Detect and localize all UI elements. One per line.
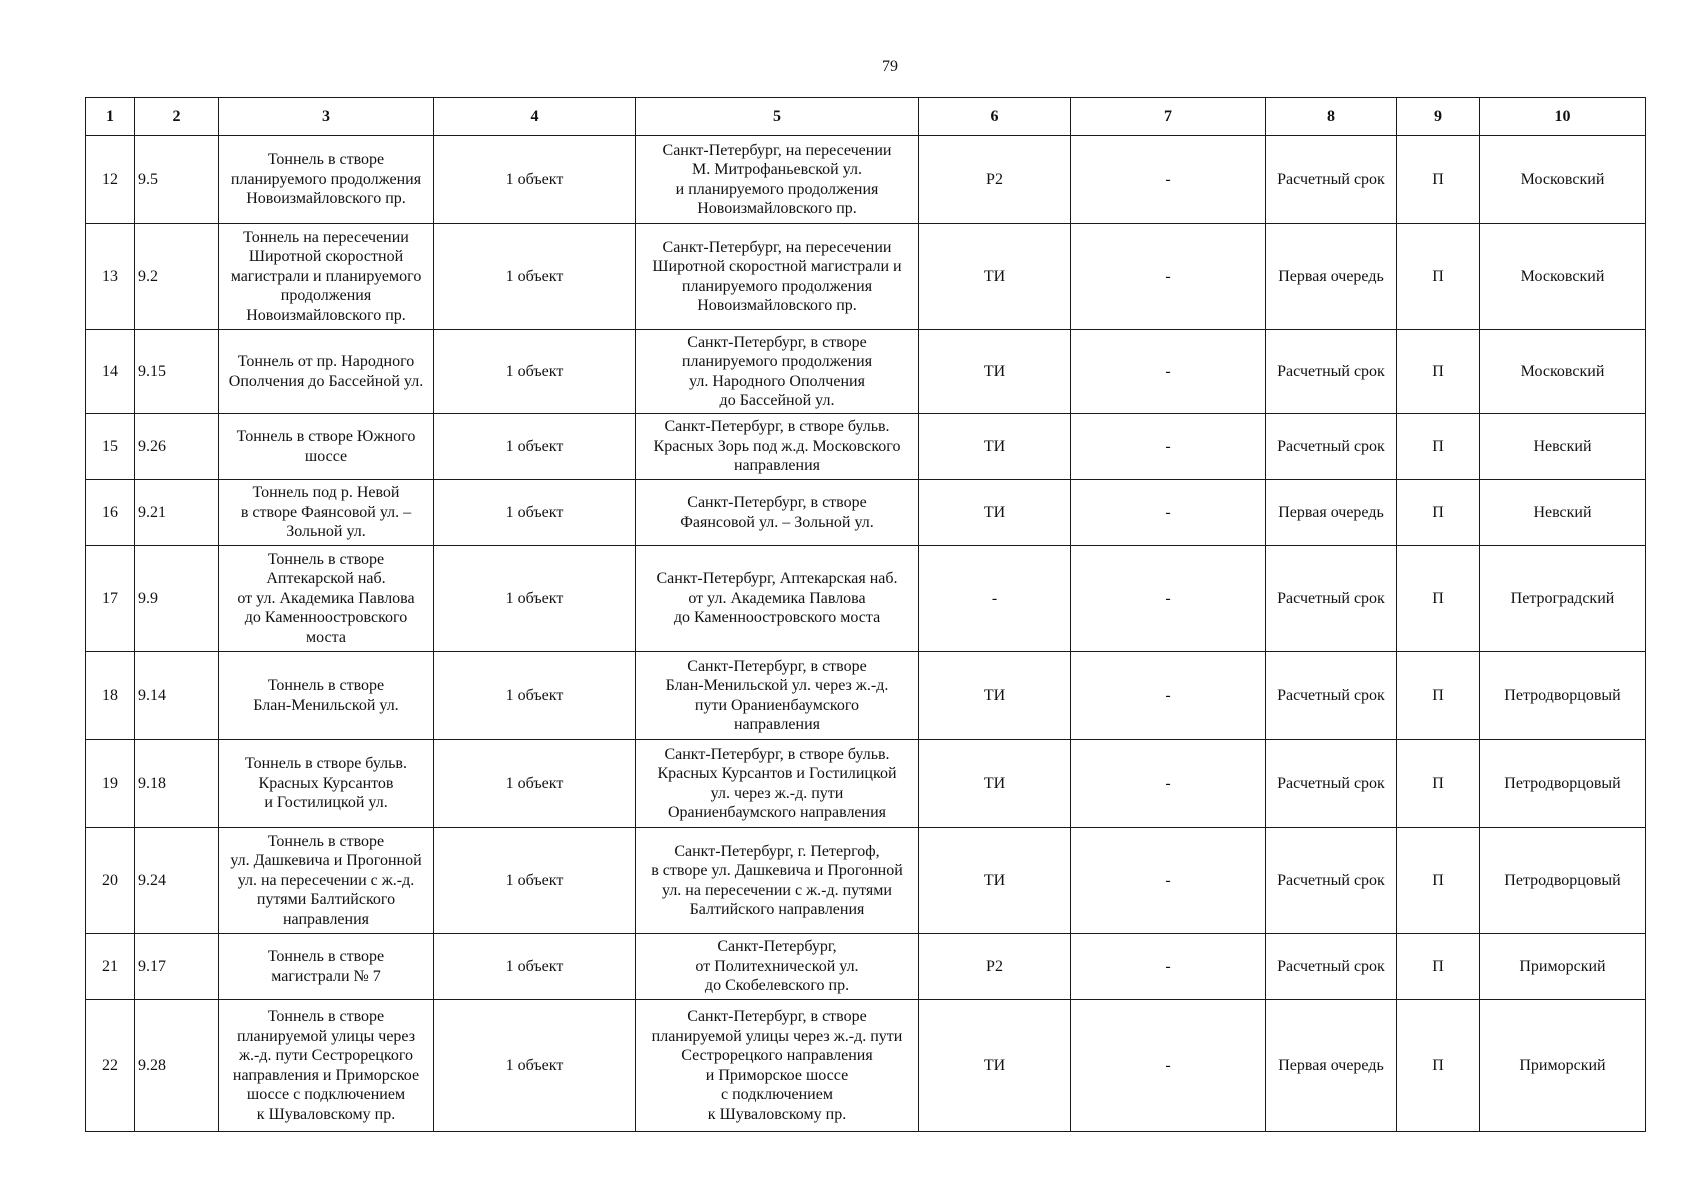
quantity-cell: 1 объект — [434, 330, 636, 414]
column-9-cell: П — [1397, 740, 1480, 828]
item-code-cell: 9.14 — [135, 652, 219, 740]
column-6-cell: ТИ — [919, 480, 1071, 546]
district-cell: Петродворцовый — [1480, 740, 1646, 828]
item-code-cell: 9.24 — [135, 828, 219, 934]
column-7-cell: - — [1071, 330, 1266, 414]
row-number-cell: 12 — [86, 136, 135, 224]
table-row — [86, 224, 1646, 330]
quantity-cell: 1 объект — [434, 934, 636, 1000]
district-cell: Приморский — [1480, 934, 1646, 1000]
location-cell: Санкт-Петербург, в створе бульв. Красных Курсантов и Гостилицкой ул. через ж.-д. пути Ораниенбаумского направления — [636, 740, 919, 828]
implementation-term-cell: Первая очередь — [1266, 480, 1397, 546]
item-code-cell: 9.9 — [135, 546, 219, 652]
table-row — [86, 740, 1646, 828]
implementation-term-cell: Расчетный срок — [1266, 740, 1397, 828]
row-number-cell: 14 — [86, 330, 135, 414]
location-cell: Санкт-Петербург, в створе Блан-Менильской ул. через ж.-д. пути Ораниенбаумского направления — [636, 652, 919, 740]
item-code-cell: 9.2 — [135, 224, 219, 330]
column-7-cell: - — [1071, 1000, 1266, 1132]
location-cell: Санкт-Петербург, на пересечении М. Митрофаньевской ул. и планируемого продолжения Новоизмайловского пр. — [636, 136, 919, 224]
table-row — [86, 652, 1646, 740]
implementation-term-cell: Расчетный срок — [1266, 414, 1397, 480]
quantity-cell: 1 объект — [434, 652, 636, 740]
column-6-cell: ТИ — [919, 652, 1071, 740]
table-row — [86, 414, 1646, 480]
table-row — [86, 480, 1646, 546]
column-9-cell: П — [1397, 1000, 1480, 1132]
location-cell: Санкт-Петербург, в створе бульв. Красных Зорь под ж.д. Московского направления — [636, 414, 919, 480]
table-header-row — [86, 98, 1646, 136]
district-cell: Невский — [1480, 480, 1646, 546]
row-number-cell: 16 — [86, 480, 135, 546]
column-7-cell: - — [1071, 740, 1266, 828]
column-7-cell: - — [1071, 652, 1266, 740]
header-col-2: 2 — [135, 98, 219, 136]
column-9-cell: П — [1397, 546, 1480, 652]
column-6-cell: - — [919, 546, 1071, 652]
object-name-cell: Тоннель в створе планируемой улицы через ж.-д. пути Сестрорецкого направления и Приморское шоссе с подключением к Шуваловскому пр. — [219, 1000, 434, 1132]
district-cell: Петроградский — [1480, 546, 1646, 652]
implementation-term-cell: Расчетный срок — [1266, 934, 1397, 1000]
object-name-cell: Тоннель от пр. Народного Ополчения до Бассейной ул. — [219, 330, 434, 414]
row-number-cell: 21 — [86, 934, 135, 1000]
quantity-cell: 1 объект — [434, 136, 636, 224]
implementation-term-cell: Расчетный срок — [1266, 828, 1397, 934]
column-9-cell: П — [1397, 480, 1480, 546]
object-name-cell: Тоннель на пересечении Широтной скоростной магистрали и планируемого продолжения Новоизмайловского пр. — [219, 224, 434, 330]
column-7-cell: - — [1071, 546, 1266, 652]
column-9-cell: П — [1397, 330, 1480, 414]
district-cell: Петродворцовый — [1480, 652, 1646, 740]
row-number-cell: 18 — [86, 652, 135, 740]
column-9-cell: П — [1397, 652, 1480, 740]
column-6-cell: Р2 — [919, 934, 1071, 1000]
quantity-cell: 1 объект — [434, 480, 636, 546]
column-9-cell: П — [1397, 934, 1480, 1000]
column-6-cell: ТИ — [919, 414, 1071, 480]
header-col-8: 8 — [1266, 98, 1397, 136]
object-name-cell: Тоннель в створе ул. Дашкевича и Прогонной ул. на пересечении с ж.-д. путями Балтийского направления — [219, 828, 434, 934]
column-9-cell: П — [1397, 136, 1480, 224]
column-7-cell: - — [1071, 414, 1266, 480]
column-9-cell: П — [1397, 224, 1480, 330]
district-cell: Московский — [1480, 224, 1646, 330]
column-6-cell: ТИ — [919, 330, 1071, 414]
column-7-cell: - — [1071, 934, 1266, 1000]
row-number-cell: 13 — [86, 224, 135, 330]
location-cell: Санкт-Петербург, г. Петергоф, в створе ул. Дашкевича и Прогонной ул. на пересечении с ж.-д. путями Балтийского направления — [636, 828, 919, 934]
header-col-9: 9 — [1397, 98, 1480, 136]
column-6-cell: ТИ — [919, 740, 1071, 828]
column-7-cell: - — [1071, 224, 1266, 330]
implementation-term-cell: Расчетный срок — [1266, 546, 1397, 652]
object-name-cell: Тоннель под р. Невой в створе Фаянсовой ул. – Зольной ул. — [219, 480, 434, 546]
header-col-4: 4 — [434, 98, 636, 136]
item-code-cell: 9.28 — [135, 1000, 219, 1132]
header-col-7: 7 — [1071, 98, 1266, 136]
implementation-term-cell: Расчетный срок — [1266, 330, 1397, 414]
column-6-cell: ТИ — [919, 224, 1071, 330]
objects-table — [85, 97, 1646, 1132]
table-body — [86, 136, 1646, 1132]
quantity-cell: 1 объект — [434, 224, 636, 330]
district-cell: Московский — [1480, 330, 1646, 414]
header-col-3: 3 — [219, 98, 434, 136]
district-cell: Невский — [1480, 414, 1646, 480]
table-row — [86, 136, 1646, 224]
object-name-cell: Тоннель в створе Южного шоссе — [219, 414, 434, 480]
column-6-cell: Р2 — [919, 136, 1071, 224]
page-number: 79 — [882, 58, 898, 75]
column-9-cell: П — [1397, 414, 1480, 480]
location-cell: Санкт-Петербург, в створе Фаянсовой ул. – Зольной ул. — [636, 480, 919, 546]
object-name-cell: Тоннель в створе планируемого продолжения Новоизмайловского пр. — [219, 136, 434, 224]
column-6-cell: ТИ — [919, 1000, 1071, 1132]
item-code-cell: 9.15 — [135, 330, 219, 414]
implementation-term-cell: Первая очередь — [1266, 1000, 1397, 1132]
object-name-cell: Тоннель в створе Блан-Менильской ул. — [219, 652, 434, 740]
district-cell: Петродворцовый — [1480, 828, 1646, 934]
implementation-term-cell: Расчетный срок — [1266, 652, 1397, 740]
item-code-cell: 9.21 — [135, 480, 219, 546]
object-name-cell: Тоннель в створе бульв. Красных Курсантов и Гостилицкой ул. — [219, 740, 434, 828]
object-name-cell: Тоннель в створе Аптекарской наб. от ул. Академика Павлова до Каменноостровского моста — [219, 546, 434, 652]
item-code-cell: 9.26 — [135, 414, 219, 480]
location-cell: Санкт-Петербург, в створе планируемого продолжения ул. Народного Ополчения до Бассейной ул. — [636, 330, 919, 414]
quantity-cell: 1 объект — [434, 828, 636, 934]
district-cell: Московский — [1480, 136, 1646, 224]
header-col-6: 6 — [919, 98, 1071, 136]
header-col-10: 10 — [1480, 98, 1646, 136]
column-9-cell: П — [1397, 828, 1480, 934]
column-7-cell: - — [1071, 136, 1266, 224]
row-number-cell: 20 — [86, 828, 135, 934]
header-col-1: 1 — [86, 98, 135, 136]
column-7-cell: - — [1071, 828, 1266, 934]
column-6-cell: ТИ — [919, 828, 1071, 934]
row-number-cell: 22 — [86, 1000, 135, 1132]
quantity-cell: 1 объект — [434, 414, 636, 480]
row-number-cell: 15 — [86, 414, 135, 480]
quantity-cell: 1 объект — [434, 1000, 636, 1132]
item-code-cell: 9.18 — [135, 740, 219, 828]
location-cell: Санкт-Петербург, на пересечении Широтной скоростной магистрали и планируемого продолжения Новоизмайловского пр. — [636, 224, 919, 330]
header-col-5: 5 — [636, 98, 919, 136]
table-row — [86, 1000, 1646, 1132]
location-cell: Санкт-Петербург, Аптекарская наб. от ул. Академика Павлова до Каменноостровского моста — [636, 546, 919, 652]
object-name-cell: Тоннель в створе магистрали № 7 — [219, 934, 434, 1000]
row-number-cell: 17 — [86, 546, 135, 652]
table-row — [86, 934, 1646, 1000]
implementation-term-cell: Расчетный срок — [1266, 136, 1397, 224]
row-number-cell: 19 — [86, 740, 135, 828]
location-cell: Санкт-Петербург, в створе планируемой улицы через ж.-д. пути Сестрорецкого направления и Приморское шоссе с подключением к Шуваловскому пр. — [636, 1000, 919, 1132]
location-cell: Санкт-Петербург, от Политехнической ул. до Скобелевского пр. — [636, 934, 919, 1000]
quantity-cell: 1 объект — [434, 546, 636, 652]
item-code-cell: 9.5 — [135, 136, 219, 224]
district-cell: Приморский — [1480, 1000, 1646, 1132]
table-row — [86, 546, 1646, 652]
item-code-cell: 9.17 — [135, 934, 219, 1000]
quantity-cell: 1 объект — [434, 740, 636, 828]
column-7-cell: - — [1071, 480, 1266, 546]
table-row — [86, 330, 1646, 414]
implementation-term-cell: Первая очередь — [1266, 224, 1397, 330]
table-row — [86, 828, 1646, 934]
